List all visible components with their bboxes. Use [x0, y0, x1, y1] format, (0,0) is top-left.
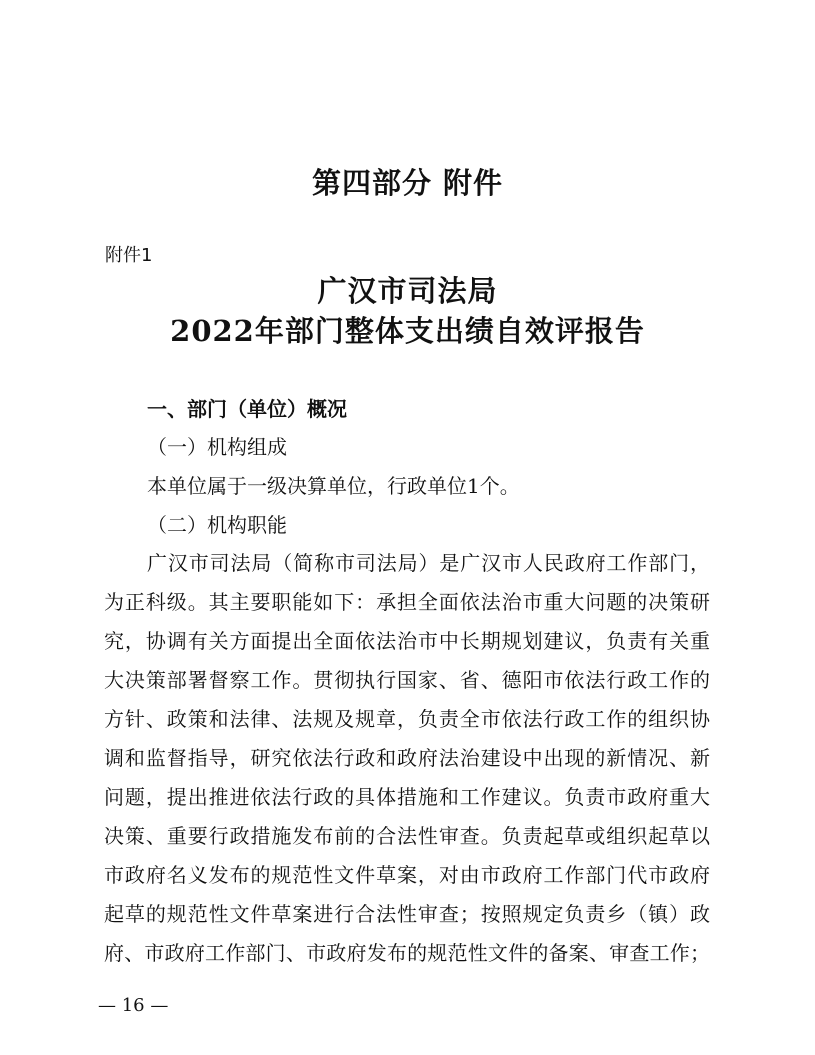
paragraph-line: 方针、政策和法律、法规及规章，负责全市依法行政工作的组织协 [104, 707, 710, 731]
attachment-label: 附件1 [105, 245, 153, 266]
part-title: 第四部分 附件 [311, 166, 504, 200]
report-title-line1: 广汉市司法局 [317, 274, 498, 308]
paragraph-line: 究，协调有关方面提出全面依法治市中长期规划建议，负责有关重 [104, 629, 710, 653]
subsection-heading-2: （二）机构职能 [147, 513, 287, 537]
subsection-heading-1: （一）机构组成 [147, 435, 287, 459]
paragraph-line: 调和监督指导，研究依法行政和政府法治建设中出现的新情况、新 [104, 746, 710, 770]
paragraph-line: 决策、重要行政措施发布前的合法性审查。负责起草或组织起草以 [104, 824, 710, 848]
paragraph-line: 大决策部署督察工作。贯彻执行国家、省、德阳市依法行政工作的 [104, 668, 710, 692]
paragraph-line: 市政府名义发布的规范性文件草案，对由市政府工作部门代市政府 [104, 863, 710, 887]
page-number: — 16 — [98, 995, 169, 1016]
subsection-text-1: 本单位属于一级决算单位，行政单位1个。 [147, 474, 520, 498]
paragraph-line: 为正科级。其主要职能如下：承担全面依法治市重大问题的决策研 [104, 590, 710, 614]
paragraph-line: 府、市政府工作部门、市政府发布的规范性文件的备案、审查工作； [104, 941, 710, 965]
paragraph-line: 问题，提出推进依法行政的具体措施和工作建议。负责市政府重大 [104, 785, 710, 809]
section-heading: 一、部门（单位）概况 [147, 397, 347, 421]
paragraph-line: 广汉市司法局（简称市司法局）是广汉市人民政府工作部门， [147, 551, 710, 575]
paragraph-line: 起草的规范性文件草案进行合法性审查；按照规定负责乡（镇）政 [104, 902, 710, 926]
report-title-line2: 2022年部门整体支出绩自效评报告 [170, 314, 645, 348]
